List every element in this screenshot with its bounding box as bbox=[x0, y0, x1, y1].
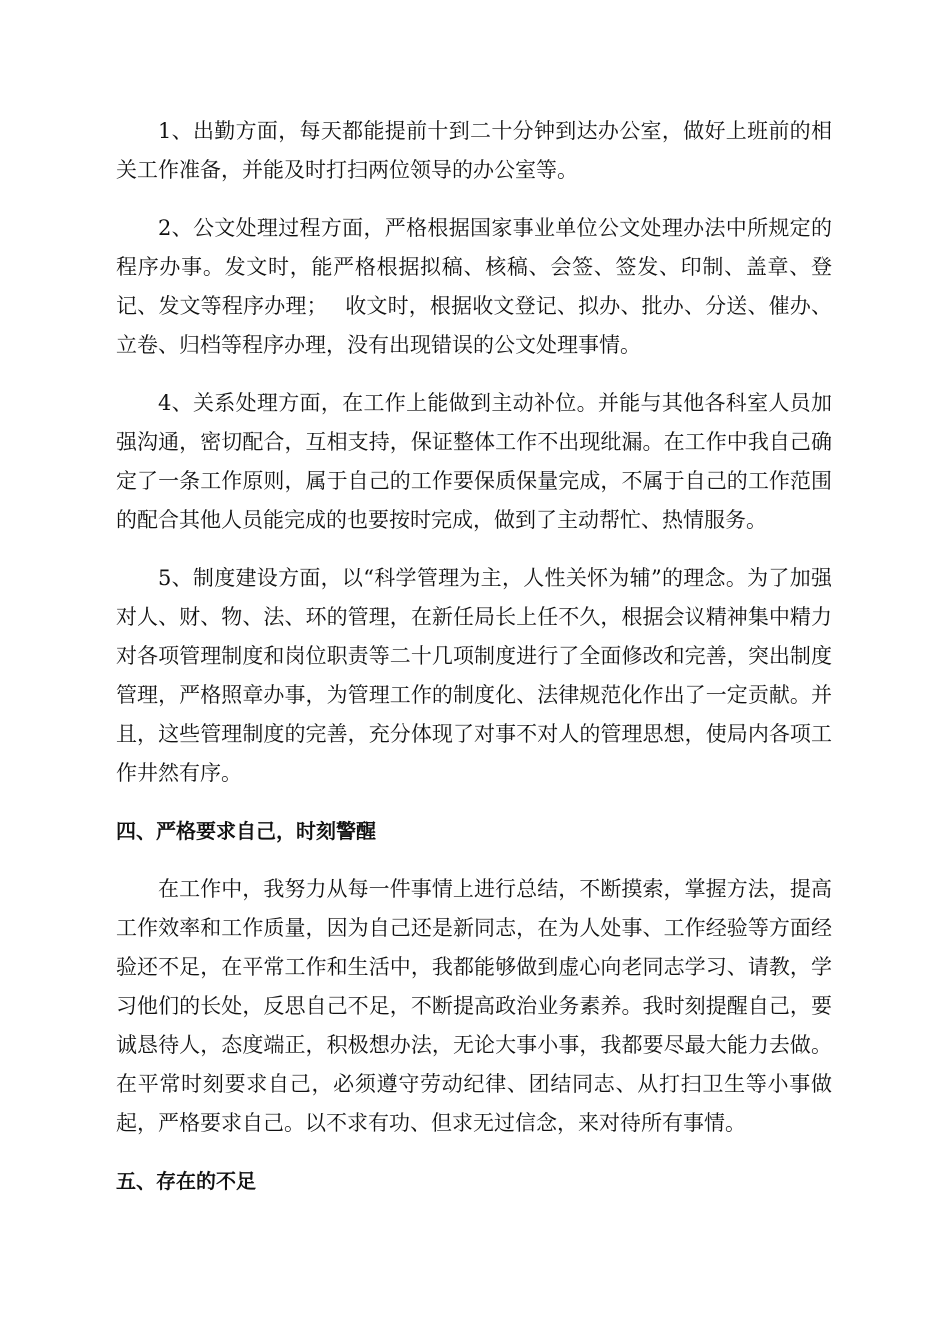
paragraph-relationship-handling: 4、关系处理方面，在工作上能做到主动补位。并能与其他各科室人员加强沟通，密切配合，互相支持，保证整体工作不出现纰漏。在工作中我自己确定了一条工作原则，属于自己的工作要保质保量完成，不属于自己的工作范围的配合其他人员能完成的也要按时完成，做到了主动帮忙、热情服务。 bbox=[116, 391, 832, 532]
paragraph-attendance: 1、出勤方面，每天都能提前十到二十分钟到达办公室，做好上班前的相关工作准备，并能及时打扫两位领导的办公室等。 bbox=[116, 119, 832, 182]
paragraph-self-requirement: 在工作中，我努力从每一件事情上进行总结，不断摸索，掌握方法，提高工作效率和工作质量，因为自己还是新同志，在为人处事、工作经验等方面经验还不足，在平常工作和生活中，我都能够做到虚心向老同志学习、请教，学习他们的长处，反思自己不足，不断提高政治业务素养。我时刻提醒自己，要诚恳待人，态度端正，积极想办法，无论大事小事，我都要尽最大能力去做。在平常时刻要求自己，必须遵守劳动纪律、团结同志、从打扫卫生等小事做起，严格要求自己。以不求有功、但求无过信念，来对待所有事情。 bbox=[116, 877, 832, 1135]
section-heading-shortcomings: 五、存在的不足 bbox=[116, 1169, 256, 1193]
paragraph-document-processing: 2、公文处理过程方面，严格根据国家事业单位公文处理办法中所规定的程序办事。发文时，能严格根据拟稿、核稿、会签、签发、印制、盖章、登记、发文等程序办理； 收文时，根据收文登记、拟办、批办、分送、催办、立卷、归档等程序办理，没有出现错误的公文处理事情。 bbox=[116, 216, 832, 357]
section-heading-strict-self-requirement: 四、严格要求自己，时刻警醒 bbox=[116, 819, 376, 843]
document-page bbox=[116, 112, 832, 1201]
paragraph-system-construction: 5、制度建设方面，以“科学管理为主，人性关怀为辅”的理念。为了加强对人、财、物、法、环的管理，在新任局长上任不久，根据会议精神集中精力对各项管理制度和岗位职责等二十几项制度进行了全面修改和完善，突出制度管理，严格照章办事，为管理工作的制度化、法律规范化作出了一定贡献。并且，这些管理制度的完善，充分体现了对事不对人的管理思想，使局内各项工作井然有序。 bbox=[116, 566, 832, 785]
